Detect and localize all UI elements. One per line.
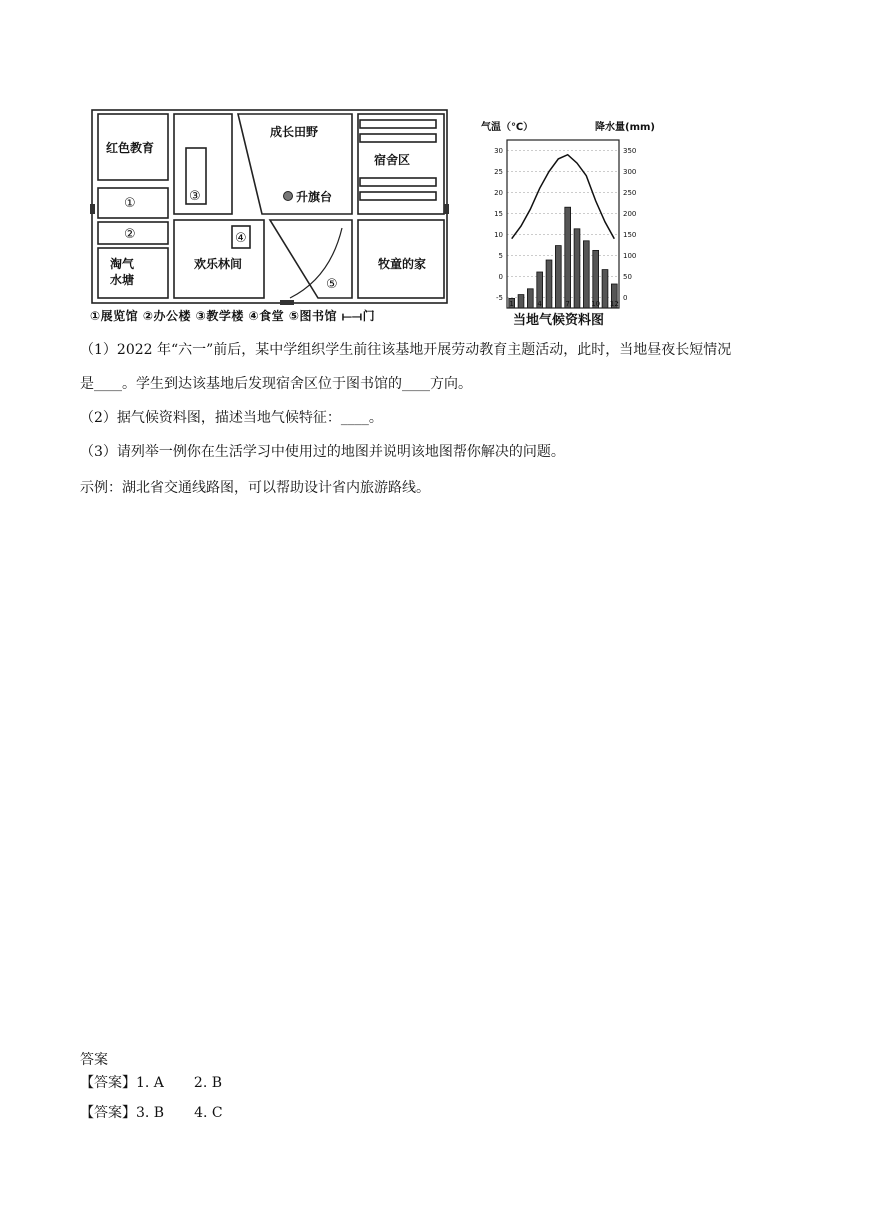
temperature-tick-label: 20 [494,189,503,197]
x-tick-label: 12 [609,300,619,308]
label-happy-forest: 欢乐林间 [194,257,243,271]
label-herding-home: 牧童的家 [378,257,427,271]
gate-icons [90,204,449,305]
temperature-tick-label: 25 [494,168,503,176]
mark-office: ② [124,227,136,242]
label-dormitory: 宿舍区 [374,153,411,167]
x-tick-label: 10 [591,300,601,308]
precip-bar [546,260,552,308]
x-tick-label: 1 [509,300,514,308]
temperature-tick-label: 5 [498,252,503,260]
x-tick-label: 7 [565,300,570,308]
mark-teaching: ③ [189,189,201,204]
climate-chart [477,118,677,330]
precip-tick-label: 300 [623,168,637,176]
precip-bar [574,229,580,308]
answers-heading: 答案 [80,1052,108,1068]
label-growing-field: 成长田野 [270,125,319,139]
precip-bars [509,207,617,308]
block-library [270,220,352,298]
chart-ylabel-left: 气温（℃） [481,122,534,133]
precip-bar [555,246,561,308]
mark-library: ⑤ [326,277,338,292]
question-2: （2）据气候资料图，描述当地气候特征：____。 [80,410,383,426]
block-teaching [174,114,232,214]
precip-bar [527,289,533,308]
answer-4: 4. C [194,1105,223,1121]
answer-label: 【答案】 [80,1105,136,1121]
label-pond-2: 水塘 [110,273,135,287]
chart-title: 当地气候资料图 [513,313,605,328]
precip-tick-label: 50 [623,273,632,281]
temperature-tick-label: -5 [496,294,503,302]
x-tick-label: 4 [537,300,542,308]
precip-bar [602,270,608,308]
answer-3: 3. B [136,1105,165,1121]
answer-row-1 [80,1073,222,1093]
precip-bar [583,241,589,308]
precip-bar [565,207,571,308]
precip-tick-label: 200 [623,210,637,218]
mark-canteen: ④ [235,231,247,246]
precip-tick-label: 350 [623,147,637,155]
chart-ylabel-right: 降水量(mm) [595,122,655,133]
question-3: （3）请列举一例你在生活学习中使用过的地图并说明该地图帮你解决的问题。 [80,444,565,460]
temperature-ticks [494,147,503,302]
temperature-line [512,155,615,239]
label-flag-platform: 升旗台 [296,190,333,204]
mark-exhibition: ① [124,196,136,211]
label-red-education: 红色教育 [106,141,155,155]
precip-bar [518,295,524,308]
precip-tick-label: 150 [623,231,637,239]
answer-2: 2. B [193,1075,223,1091]
temperature-tick-label: 15 [494,210,503,218]
precip-tick-label: 250 [623,189,637,197]
precip-ticks [623,147,636,302]
question-1-line-2: 是____。学生到达该基地后发现宿舍区位于图书馆的____方向。 [80,376,472,392]
answer-row-2 [80,1103,223,1123]
flag-platform-icon [284,192,293,201]
answer-1: 1. A [136,1075,164,1091]
example-text: 示例：湖北省交通线路图，可以帮助设计省内旅游路线。 [80,480,430,496]
precip-tick-label: 0 [623,294,628,302]
label-pond-1: 淘气 [110,257,135,271]
map-legend: ①展览馆 ②办公楼 ③教学楼 ④食堂 ⑤图书馆 ⟝⟞门 [90,309,376,323]
campus-map [90,108,450,308]
answer-label: 【答案】 [80,1075,136,1091]
precip-tick-label: 100 [623,252,637,260]
question-1-line-1: （1）2022 年“六一”前后，某中学组织学生前往该基地开展劳动教育主题活动，此时，当地昼夜长短情况 [80,342,732,358]
temperature-tick-label: 0 [498,273,503,281]
temperature-tick-label: 10 [494,231,503,239]
temperature-tick-label: 30 [494,147,503,155]
